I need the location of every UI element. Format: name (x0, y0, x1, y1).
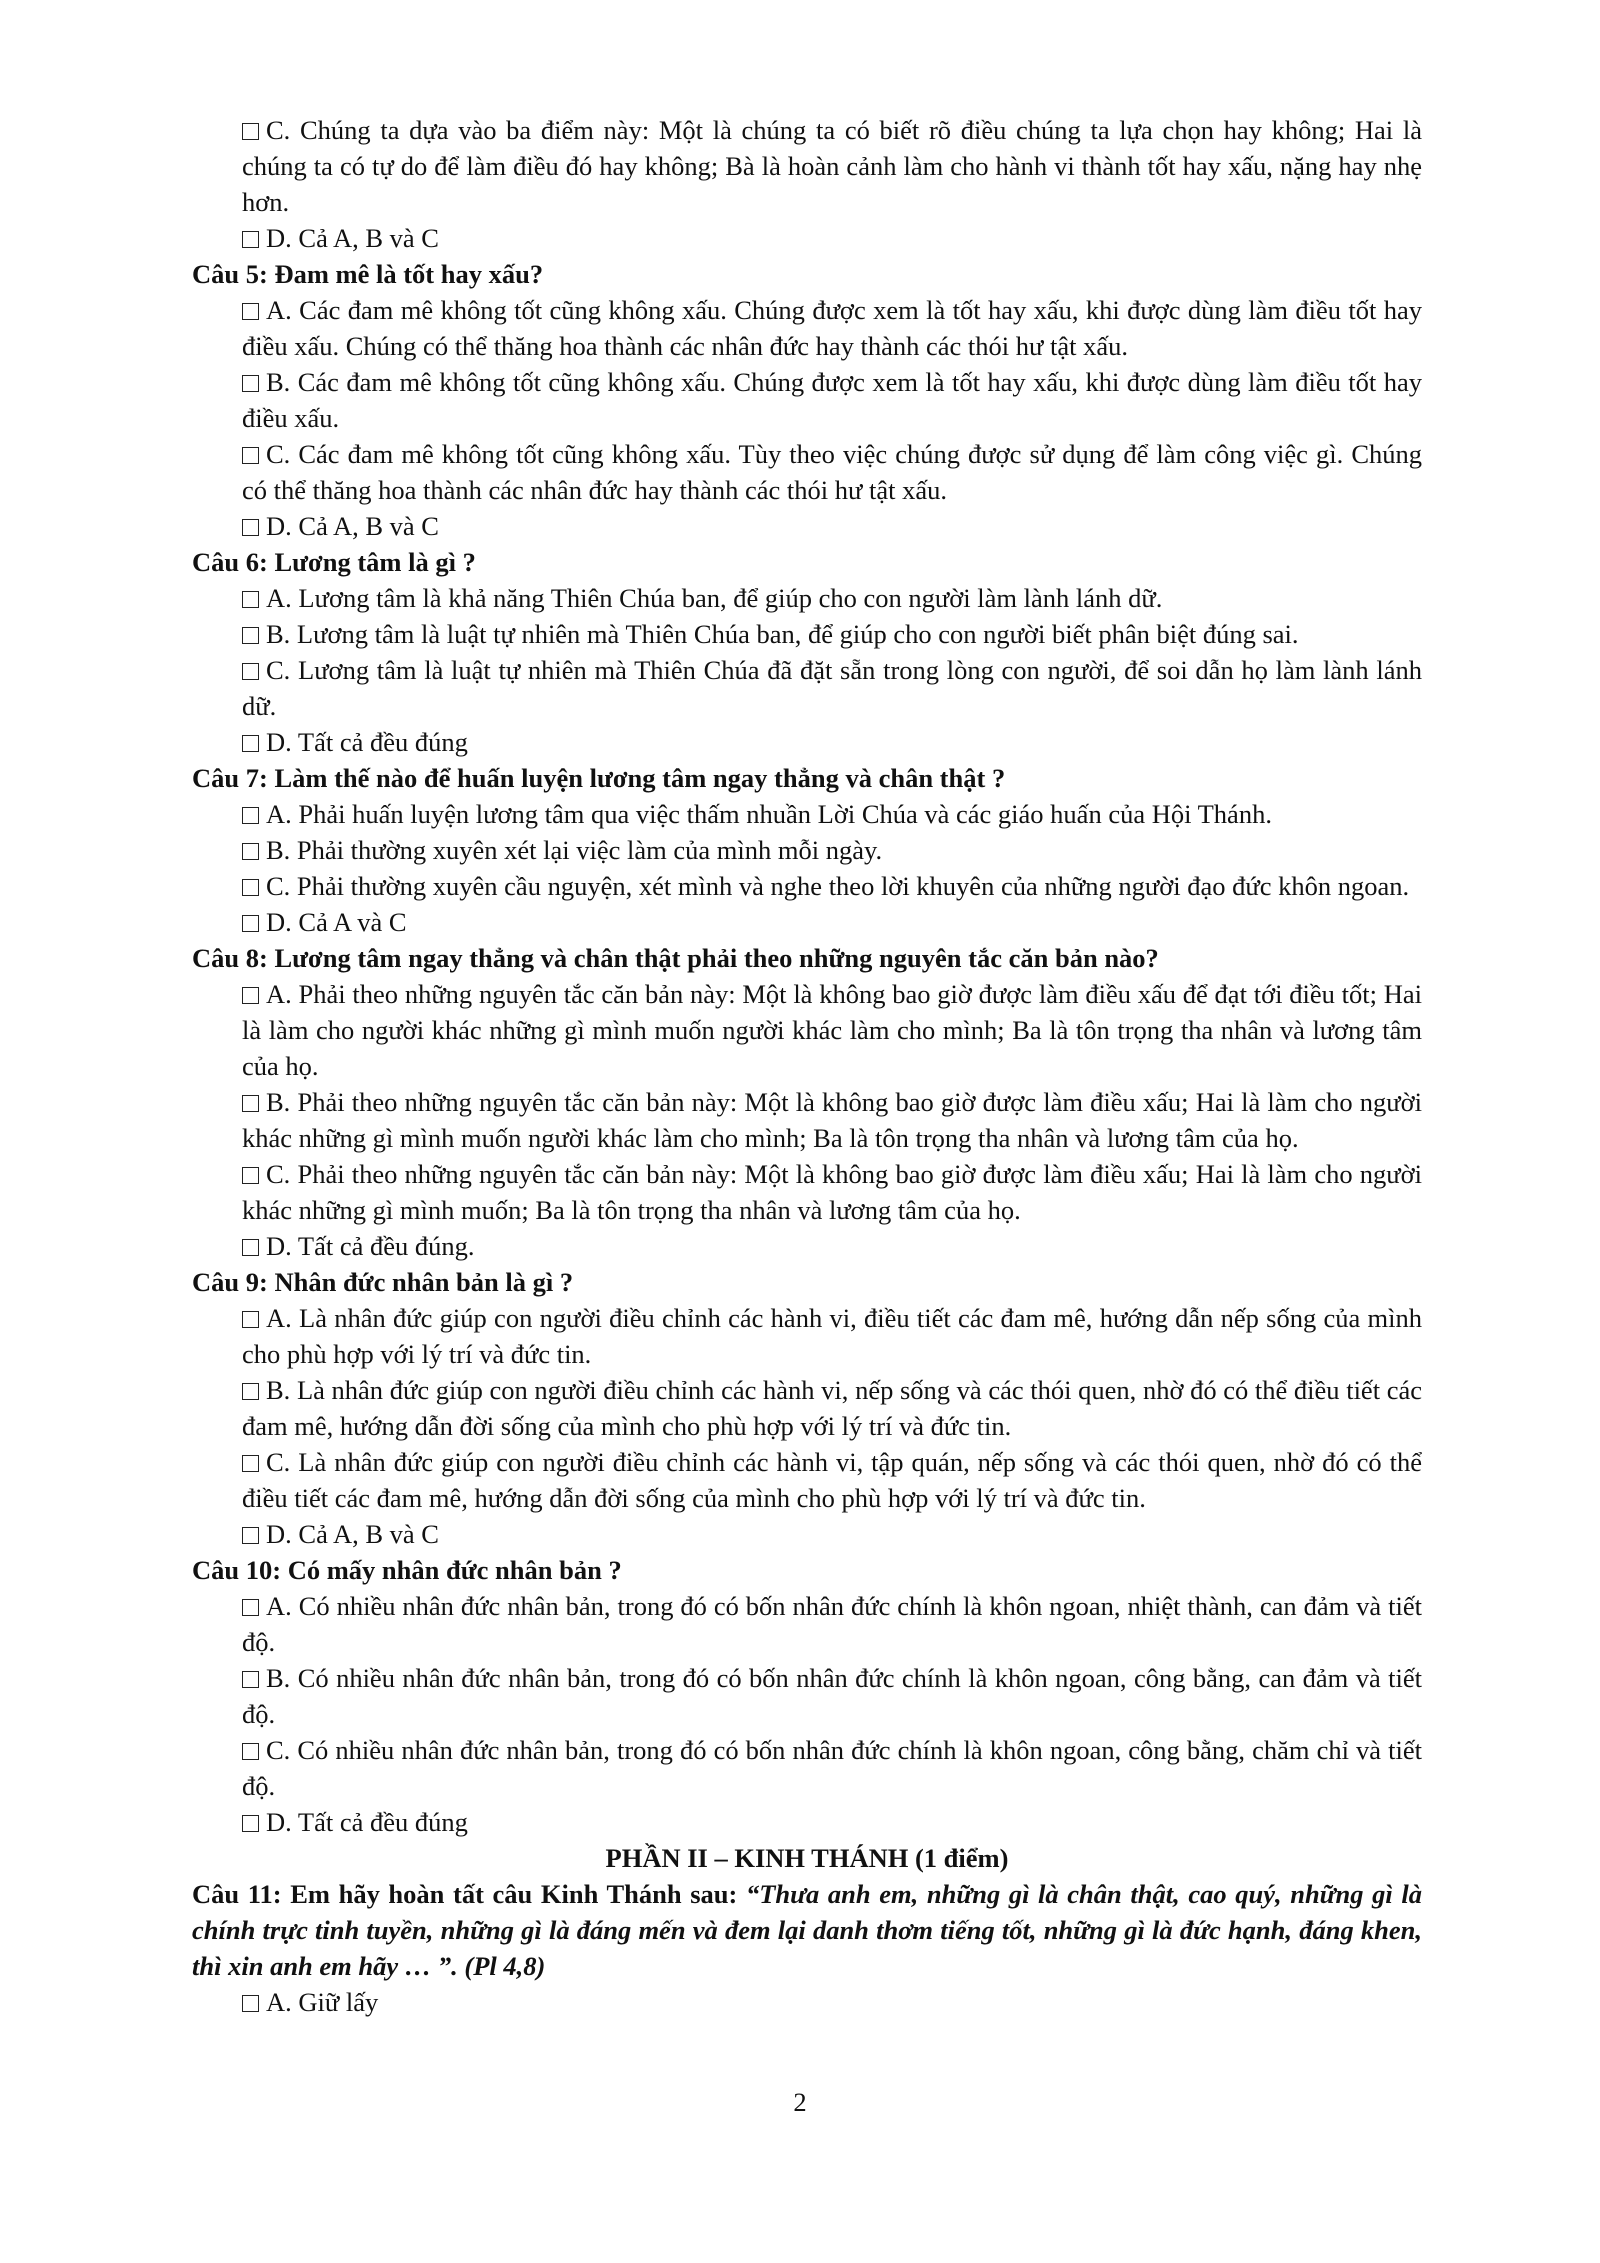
option-text: D. Cả A, B và C (266, 511, 439, 541)
option-text: A. Phải theo những nguyên tắc căn bản này: Một là không bao giờ được làm điều xấu để đạt tới điều tốt; Hai là làm cho người khác những gì mình muốn người khác làm cho mình; Ba là tôn trọng tha nhân và lương tâm của họ. (242, 979, 1422, 1081)
option-checkbox[interactable] (192, 904, 1422, 940)
checkbox-icon[interactable] (242, 1167, 259, 1184)
checkbox-icon[interactable] (242, 663, 259, 680)
option-text: D. Tất cả đều đúng (266, 1807, 468, 1837)
checkbox-icon[interactable] (242, 1599, 259, 1616)
checkbox-icon[interactable] (242, 1743, 259, 1760)
option-text: C. Phải thường xuyên cầu nguyện, xét mình và nghe theo lời khuyên của những người đạo đức khôn ngoan. (266, 871, 1410, 901)
option-checkbox[interactable] (192, 1228, 1422, 1264)
document-body (192, 112, 1422, 2020)
question-heading: Câu 8: Lương tâm ngay thẳng và chân thật phải theo những nguyên tắc căn bản nào? (192, 943, 1159, 973)
option-checkbox[interactable] (192, 508, 1422, 544)
checkbox-icon[interactable] (242, 1671, 259, 1688)
option-checkbox[interactable] (192, 976, 1422, 1084)
option-checkbox[interactable] (192, 1084, 1422, 1156)
question-heading: Câu 5: Đam mê là tốt hay xấu? (192, 259, 544, 289)
option-checkbox[interactable] (192, 580, 1422, 616)
checkbox-icon[interactable] (242, 303, 259, 320)
option-checkbox[interactable] (192, 1588, 1422, 1660)
checkbox-icon[interactable] (242, 1815, 259, 1832)
question-11 (192, 1876, 1422, 1984)
question-list (192, 112, 1422, 1840)
option-checkbox[interactable] (192, 1732, 1422, 1804)
question-11-label: Câu 11: Em hãy hoàn tất câu Kinh Thánh sau: (192, 1879, 746, 1909)
option-checkbox[interactable] (192, 616, 1422, 652)
option-text: C. Là nhân đức giúp con người điều chỉnh các hành vi, tập quán, nếp sống và các thói quen, nhờ đó có thể điều tiết các đam mê, hướng dẫn đời sống của mình cho phù hợp với lý trí và đức tin. (242, 1447, 1422, 1513)
option-text: A. Các đam mê không tốt cũng không xấu. Chúng được xem là tốt hay xấu, khi được dùng làm điều tốt hay điều xấu. Chúng có thể thăng hoa thành các nhân đức hay thành các thói hư tật xấu. (242, 295, 1422, 361)
checkbox-icon[interactable] (242, 987, 259, 1004)
checkbox-icon[interactable] (242, 1455, 259, 1472)
question-heading: Câu 10: Có mấy nhân đức nhân bản ? (192, 1555, 622, 1585)
checkbox-icon[interactable] (242, 1311, 259, 1328)
option-checkbox[interactable] (192, 1156, 1422, 1228)
checkbox-icon[interactable] (242, 807, 259, 824)
checkbox-icon[interactable] (242, 1527, 259, 1544)
option-checkbox[interactable] (192, 1984, 1422, 2020)
option-text: C. Có nhiều nhân đức nhân bản, trong đó có bốn nhân đức chính là khôn ngoan, công bằng, chăm chỉ và tiết độ. (242, 1735, 1422, 1801)
option-text: A. Lương tâm là khả năng Thiên Chúa ban, để giúp cho con người làm lành lánh dữ. (266, 583, 1163, 613)
page-number: 2 (793, 2087, 807, 2117)
option-text: D. Tất cả đều đúng. (266, 1231, 475, 1261)
option-text: A. Phải huấn luyện lương tâm qua việc thấm nhuần Lời Chúa và các giáo huấn của Hội Thánh. (266, 799, 1272, 829)
checkbox-icon[interactable] (242, 1095, 259, 1112)
question-heading: Câu 7: Làm thế nào để huấn luyện lương tâm ngay thẳng và chân thật ? (192, 763, 1006, 793)
option-text: B. Có nhiều nhân đức nhân bản, trong đó có bốn nhân đức chính là khôn ngoan, công bằng, can đảm và tiết độ. (242, 1663, 1422, 1729)
option-text: C. Phải theo những nguyên tắc căn bản này: Một là không bao giờ được làm điều xấu; Hai là làm cho người khác những gì mình muốn; Ba là tôn trọng tha nhân và lương tâm của họ. (242, 1159, 1422, 1225)
option-text: B. Là nhân đức giúp con người điều chỉnh các hành vi, nếp sống và các thói quen, nhờ đó có thể điều tiết các đam mê, hướng dẫn đời sống của mình cho phù hợp với lý trí và đức tin. (242, 1375, 1422, 1441)
option-text: C. Chúng ta dựa vào ba điểm này: Một là chúng ta có biết rõ điều chúng ta lựa chọn hay không; Hai là chúng ta có tự do để làm điều đó hay không; Bà là hoàn cảnh làm cho hành vi thành tốt hay xấu, nặng hay nhẹ hơn. (242, 115, 1422, 217)
option-checkbox[interactable] (192, 220, 1422, 256)
checkbox-icon[interactable] (242, 843, 259, 860)
option-text: B. Lương tâm là luật tự nhiên mà Thiên Chúa ban, để giúp cho con người biết phân biệt đúng sai. (266, 619, 1299, 649)
option-text: B. Các đam mê không tốt cũng không xấu. Chúng được xem là tốt hay xấu, khi được dùng làm điều tốt hay điều xấu. (242, 367, 1422, 433)
option-checkbox[interactable] (192, 112, 1422, 220)
option-text: D. Cả A và C (266, 907, 407, 937)
option-checkbox[interactable] (192, 1444, 1422, 1516)
question-11-quote: “Thưa anh em, những gì là chân thật, cao quý, những gì là chính trực tinh tuyền, những gì là đáng mến và đem lại danh thơm tiếng tốt, những gì là đức hạnh, đáng khen, thì xin anh em hãy … ”. (Pl 4,8) (192, 1879, 1423, 1981)
option-checkbox[interactable] (192, 724, 1422, 760)
option-text: B. Phải thường xuyên xét lại việc làm của mình mỗi ngày. (266, 835, 883, 865)
checkbox-icon[interactable] (242, 1383, 259, 1400)
checkbox-icon[interactable] (242, 375, 259, 392)
option-checkbox[interactable] (192, 1660, 1422, 1732)
question-heading: Câu 9: Nhân đức nhân bản là gì ? (192, 1267, 574, 1297)
checkbox-icon[interactable] (242, 879, 259, 896)
option-text: C. Lương tâm là luật tự nhiên mà Thiên Chúa đã đặt sẵn trong lòng con người, để soi dẫn họ làm lành lánh dữ. (242, 655, 1422, 721)
option-checkbox[interactable] (192, 796, 1422, 832)
option-text: C. Các đam mê không tốt cũng không xấu. Tùy theo việc chúng được sử dụng để làm công việc gì. Chúng có thể thăng hoa thành các nhân đức hay thành các thói hư tật xấu. (242, 439, 1422, 505)
checkbox-icon[interactable] (242, 735, 259, 752)
question-heading: Câu 6: Lương tâm là gì ? (192, 547, 476, 577)
checkbox-icon[interactable] (242, 123, 259, 140)
option-text: A. Giữ lấy (266, 1987, 379, 2017)
option-checkbox[interactable] (192, 1516, 1422, 1552)
option-text: A. Có nhiều nhân đức nhân bản, trong đó có bốn nhân đức chính là khôn ngoan, nhiệt thành, can đảm và tiết độ. (242, 1591, 1422, 1657)
option-checkbox[interactable] (192, 1804, 1422, 1840)
option-checkbox[interactable] (192, 832, 1422, 868)
checkbox-icon[interactable] (242, 447, 259, 464)
option-checkbox[interactable] (192, 652, 1422, 724)
option-text: D. Tất cả đều đúng (266, 727, 468, 757)
checkbox-icon[interactable] (242, 231, 259, 248)
checkbox-icon[interactable] (242, 915, 259, 932)
option-checkbox[interactable] (192, 1300, 1422, 1372)
option-text: D. Cả A, B và C (266, 223, 439, 253)
option-text: D. Cả A, B và C (266, 1519, 439, 1549)
checkbox-icon[interactable] (242, 519, 259, 536)
checkbox-icon[interactable] (242, 627, 259, 644)
option-checkbox[interactable] (192, 364, 1422, 436)
checkbox-icon[interactable] (242, 1995, 259, 2012)
option-text: B. Phải theo những nguyên tắc căn bản này: Một là không bao giờ được làm điều xấu; Hai là làm cho người khác những gì mình muốn người khác làm cho mình; Ba là tôn trọng tha nhân và lương tâm của họ. (242, 1087, 1422, 1153)
checkbox-icon[interactable] (242, 1239, 259, 1256)
option-checkbox[interactable] (192, 292, 1422, 364)
option-checkbox[interactable] (192, 868, 1422, 904)
section-heading: PHẦN II – KINH THÁNH (1 điểm) (605, 1843, 1009, 1873)
checkbox-icon[interactable] (242, 591, 259, 608)
option-checkbox[interactable] (192, 1372, 1422, 1444)
option-text: A. Là nhân đức giúp con người điều chỉnh các hành vi, điều tiết các đam mê, hướng dẫn nếp sống của mình cho phù hợp với lý trí và đức tin. (242, 1303, 1422, 1369)
option-checkbox[interactable] (192, 436, 1422, 508)
